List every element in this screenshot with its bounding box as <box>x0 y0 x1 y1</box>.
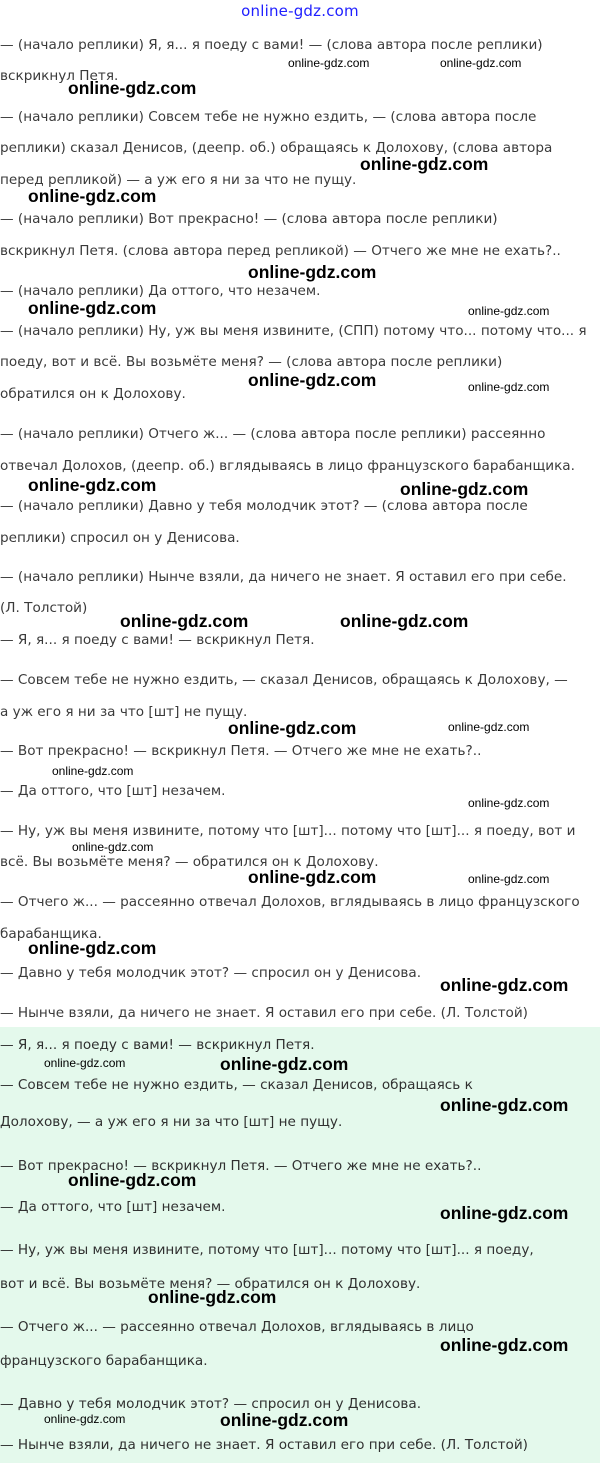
watermark: online-gdz.com <box>228 718 357 738</box>
watermark: online-gdz.com <box>220 1410 349 1430</box>
watermark: online-gdz.com <box>248 370 377 390</box>
watermark: online-gdz.com <box>44 1056 126 1070</box>
watermark: online-gdz.com <box>440 1095 569 1115</box>
text-line: отвечал Долохов, (деепр. об.) вглядываясь в лицо французского барабанщика. <box>0 458 575 474</box>
watermark: online-gdz.com <box>148 1287 277 1307</box>
watermark: online-gdz.com <box>120 611 249 631</box>
watermark: online-gdz.com <box>440 56 522 70</box>
text-line: а уж его я ни за что [шт] не пущу. <box>0 704 248 720</box>
text-line: барабанщика. <box>0 926 102 942</box>
text-line: — (начало реплики) Вот прекрасно! — (слова автора после реплики) <box>0 211 498 227</box>
watermark: online-gdz.com <box>360 154 489 174</box>
watermark: online-gdz.com <box>288 56 370 70</box>
text-line: — Вот прекрасно! — вскрикнул Петя. — Отчего же мне не ехать?.. <box>0 743 482 759</box>
watermark: online-gdz.com <box>28 186 157 206</box>
watermark: online-gdz.com <box>44 1412 126 1426</box>
text-line: — (начало реплики) Совсем тебе не нужно ездить, — (слова автора после <box>0 109 537 125</box>
watermark: online-gdz.com <box>248 262 377 282</box>
text-line: — Да оттого, что [шт] незачем. <box>0 783 226 799</box>
text-line: — (начало реплики) Да оттого, что незачем. <box>0 283 321 299</box>
text-line: перед репликой) — а уж его я ни за что не пущу. <box>0 172 357 188</box>
watermark: online-gdz.com <box>68 1170 197 1190</box>
watermark: online-gdz.com <box>28 938 157 958</box>
watermark: online-gdz.com <box>440 1203 569 1223</box>
watermark: online-gdz.com <box>448 720 530 734</box>
text-line: обратился он к Долохову. <box>0 386 186 402</box>
text-line: Долохову, — а уж его я ни за что [шт] не пущу. <box>0 1114 343 1130</box>
watermark: online-gdz.com <box>440 1335 569 1355</box>
text-line: — Давно у тебя молодчик этот? — спросил он у Денисова. <box>0 1396 422 1412</box>
text-line: — Да оттого, что [шт] незачем. <box>0 1199 226 1215</box>
text-line: — (начало реплики) Нынче взяли, да ничего не знает. Я оставил его при себе. <box>0 569 567 585</box>
watermark: online-gdz.com <box>468 380 550 394</box>
watermark: online-gdz.com <box>28 475 157 495</box>
watermark: online-gdz.com <box>52 764 134 778</box>
watermark: online-gdz.com <box>28 298 157 318</box>
text-line: французского барабанщика. <box>0 1353 208 1369</box>
text-line: реплики) сказал Денисов, (деепр. об.) обращаясь к Долохову, (слова автора <box>0 140 553 156</box>
text-line: — Отчего ж... — рассеянно отвечал Долохов, вглядываясь в лицо французского <box>0 894 580 910</box>
watermark: online-gdz.com <box>220 1054 349 1074</box>
text-line: — (начало реплики) Давно у тебя молодчик этот? — (слова автора после <box>0 498 528 514</box>
watermark: online-gdz.com <box>468 304 550 318</box>
text-line: вскрикнул Петя. (слова автора перед репликой) — Отчего же мне не ехать?.. <box>0 243 561 259</box>
text-line: (Л. Толстой) <box>0 600 88 616</box>
watermark: online-gdz.com <box>468 872 550 886</box>
text-line: — Отчего ж... — рассеянно отвечал Долохов, вглядываясь в лицо <box>0 1319 474 1335</box>
text-line: всё. Вы возьмёте меня? — обратился он к Долохову. <box>0 854 379 870</box>
answer-block <box>0 1027 600 1463</box>
watermark: online-gdz.com <box>400 479 529 499</box>
text-line: — Я, я... я поеду с вами! — вскрикнул Петя. <box>0 632 315 648</box>
site-header[interactable]: online-gdz.com <box>241 2 359 20</box>
watermark: online-gdz.com <box>248 867 377 887</box>
text-line: реплики) спросил он у Денисова. <box>0 530 240 546</box>
text-line: — Ну, уж вы меня извините, потому что [шт]... потому что [шт]... я поеду, <box>0 1242 534 1258</box>
text-line: — Совсем тебе не нужно ездить, — сказал Денисов, обращаясь к Долохову, — <box>0 672 568 688</box>
text-line: — (начало реплики) Я, я... я поеду с вами! — (слова автора после реплики) <box>0 37 543 53</box>
text-line: — (начало реплики) Отчего ж... — (слова автора после реплики) рассеянно <box>0 426 546 442</box>
watermark: online-gdz.com <box>72 840 154 854</box>
text-line: — Ну, уж вы меня извините, потому что [шт]... потому что [шт]... я поеду, вот и <box>0 823 576 839</box>
text-line: — Совсем тебе не нужно ездить, — сказал Денисов, обращаясь к <box>0 1077 473 1093</box>
text-line: — Я, я... я поеду с вами! — вскрикнул Петя. <box>0 1037 315 1053</box>
watermark: online-gdz.com <box>68 78 197 98</box>
text-line: — Нынче взяли, да ничего не знает. Я оставил его при себе. (Л. Толстой) <box>0 1005 528 1021</box>
text-line: — Нынче взяли, да ничего не знает. Я оставил его при себе. (Л. Толстой) <box>0 1437 528 1453</box>
text-line: вскрикнул Петя. <box>0 68 119 84</box>
text-line: вот и всё. Вы возьмёте меня? — обратился он к Долохову. <box>0 1276 421 1292</box>
watermark: online-gdz.com <box>468 796 550 810</box>
text-line: поеду, вот и всё. Вы возьмёте меня? — (слова автора после реплики) <box>0 354 503 370</box>
text-line: — (начало реплики) Ну, уж вы меня извините, (СПП) потому что... потому что... я <box>0 323 587 339</box>
text-line: — Давно у тебя молодчик этот? — спросил он у Денисова. <box>0 965 422 981</box>
watermark: online-gdz.com <box>340 611 469 631</box>
watermark: online-gdz.com <box>440 975 569 995</box>
text-line: — Вот прекрасно! — вскрикнул Петя. — Отчего же мне не ехать?.. <box>0 1158 482 1174</box>
